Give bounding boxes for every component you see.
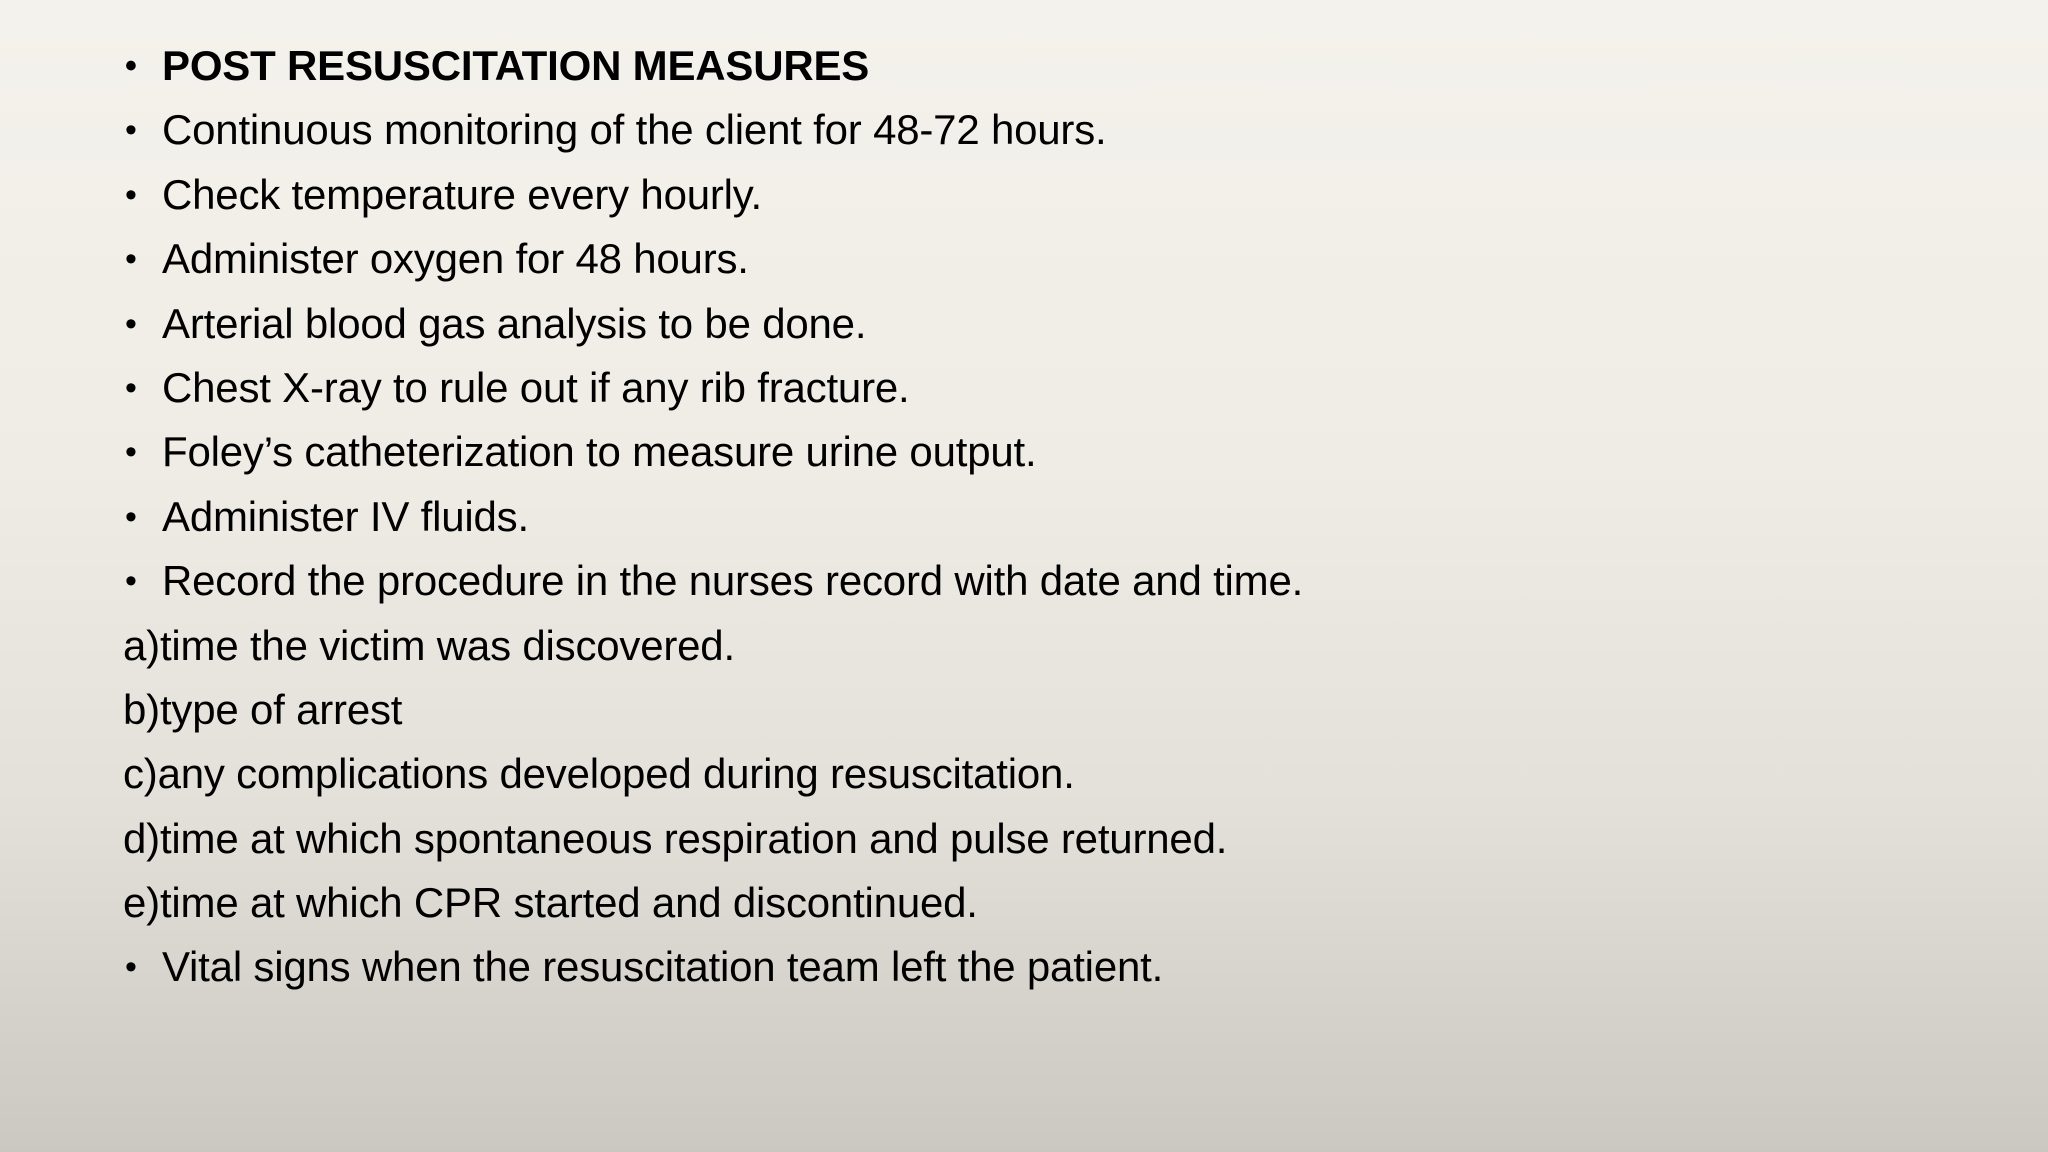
bullet-icon: •: [125, 240, 137, 279]
sub-list-item-c: c)any complications developed during resuscitation.: [123, 750, 1075, 798]
list-item: [123, 549, 1963, 613]
list-item-text: Continuous monitoring of the client for 48-72 hours.: [162, 106, 1107, 154]
list-item-text: Vital signs when the resuscitation team left the patient.: [162, 943, 1164, 991]
list-item: [123, 420, 1963, 484]
bullet-icon: •: [125, 948, 137, 987]
slide-content-list: [123, 34, 1963, 1000]
bullet-icon: •: [125, 304, 137, 343]
list-item-text: Foley’s catheterization to measure urine output.: [162, 428, 1037, 476]
list-item: [123, 356, 1963, 420]
sub-list-item-d: d)time at which spontaneous respiration and pulse returned.: [123, 814, 1228, 862]
list-item-text: Administer oxygen for 48 hours.: [162, 235, 749, 283]
list-item-text: Arterial blood gas analysis to be done.: [162, 299, 867, 347]
bullet-icon: •: [125, 562, 137, 601]
bullet-icon: •: [125, 111, 137, 150]
list-item: [123, 292, 1963, 356]
sub-list-item-b: b)type of arrest: [123, 685, 403, 733]
list-item: [123, 163, 1963, 227]
list-item: [123, 227, 1963, 291]
bullet-icon: •: [125, 433, 137, 472]
list-item: [123, 935, 1963, 999]
bullet-icon: •: [125, 497, 137, 536]
sub-list-item-a: a)time the victim was discovered.: [123, 621, 735, 669]
list-item: [123, 98, 1963, 162]
bullet-icon: •: [125, 175, 137, 214]
list-item-text: Chest X-ray to rule out if any rib fracture.: [162, 363, 910, 411]
bullet-icon: •: [125, 47, 137, 85]
list-item: [123, 485, 1963, 549]
list-item-heading: [123, 34, 1963, 98]
sub-list-item-e: e)time at which CPR started and discontinued.: [123, 879, 978, 927]
list-item-text: Record the procedure in the nurses record with date and time.: [162, 557, 1304, 605]
slide-heading: POST RESUSCITATION MEASURES: [162, 42, 870, 89]
bullet-icon: •: [125, 368, 137, 407]
list-item-text: Administer IV fluids.: [162, 492, 529, 540]
list-item-text: Check temperature every hourly.: [162, 170, 762, 218]
